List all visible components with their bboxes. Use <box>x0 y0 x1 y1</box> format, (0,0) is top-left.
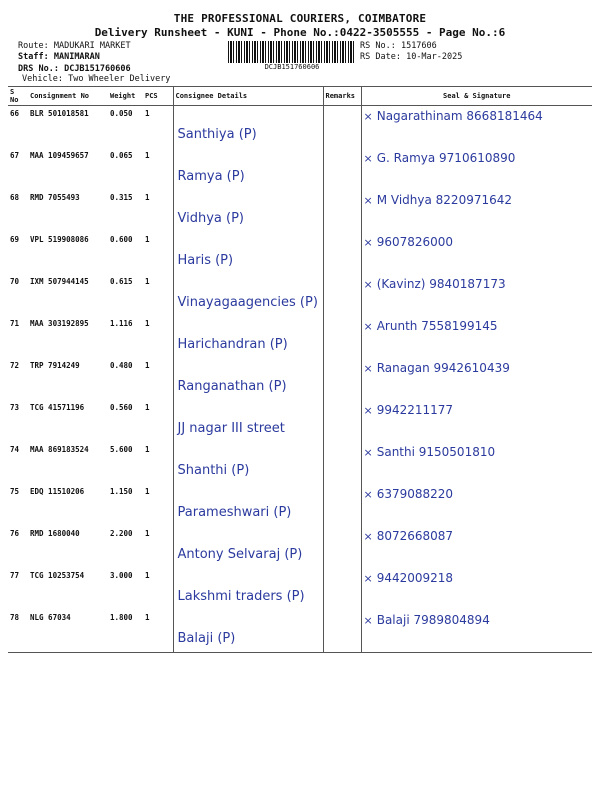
row-sno: 76 <box>10 529 20 538</box>
staff-value: MANIMARAN <box>53 52 100 62</box>
row-sno: 75 <box>10 487 20 496</box>
row-weight: 2.200 <box>110 529 133 538</box>
row-sno: 77 <box>10 571 20 580</box>
row-remarks <box>323 190 361 232</box>
row-signature <box>361 400 592 442</box>
runsheet-title: THE PROFESSIONAL COURIERS, COIMBATORE <box>173 12 427 25</box>
row-consignment-no: TCG 41571196 <box>30 403 85 412</box>
row-signature <box>361 190 592 232</box>
row-consignee <box>173 442 323 484</box>
row-remarks <box>323 610 361 653</box>
row-weight: 0.615 <box>110 277 133 286</box>
row-weight: 5.600 <box>110 445 133 454</box>
consignee-handwriting: Shanthi (P) <box>177 463 250 478</box>
consignee-handwriting: Vidhya (P) <box>177 211 244 226</box>
table-row <box>8 148 592 190</box>
row-consignee <box>173 610 323 653</box>
col-header-sno: S No <box>8 87 28 106</box>
barcode-number: DCJB151760606 <box>264 63 320 71</box>
consignee-handwriting: Ranganathan (P) <box>177 379 287 394</box>
consignee-handwriting: Lakshmi traders (P) <box>177 589 305 604</box>
row-consignment-no: TCG 10253754 <box>30 571 85 580</box>
row-weight: 0.480 <box>110 361 133 370</box>
row-remarks <box>323 106 361 149</box>
col-header-consignment: Consignment No <box>28 87 108 106</box>
drs-barcode <box>228 41 356 63</box>
row-signature <box>361 106 592 149</box>
row-remarks <box>323 316 361 358</box>
row-signature <box>361 526 592 568</box>
table-row <box>8 232 592 274</box>
row-consignment-no: RMD 1680040 <box>30 529 80 538</box>
row-consignment-no: EDQ 11510206 <box>30 487 85 496</box>
route-label: Route: <box>18 41 49 51</box>
col-header-signature: Seal & Signature <box>361 87 592 106</box>
signature-handwriting: × 9442009218 <box>363 571 454 585</box>
consignee-handwriting: Balaji (P) <box>177 631 236 646</box>
col-header-pcs: PCS <box>143 87 173 106</box>
consignee-handwriting: Santhiya (P) <box>177 127 257 142</box>
row-consignment-no: VPL 519908086 <box>30 235 89 244</box>
staff-label: Staff: <box>18 52 49 62</box>
row-consignee <box>173 190 323 232</box>
table-row <box>8 358 592 400</box>
row-pcs: 1 <box>143 358 173 400</box>
rs-date-line <box>360 51 462 63</box>
consignee-handwriting: JJ nagar III street <box>177 421 285 436</box>
row-remarks <box>323 358 361 400</box>
table-row <box>8 526 592 568</box>
row-consignee <box>173 358 323 400</box>
table-row <box>8 190 592 232</box>
signature-handwriting: × 9607826000 <box>363 235 454 249</box>
consignee-handwriting: Parameshwari (P) <box>177 505 292 520</box>
signature-handwriting: × G. Ramya 9710610890 <box>363 151 516 165</box>
row-signature <box>361 148 592 190</box>
table-row <box>8 442 592 484</box>
table-row <box>8 106 592 149</box>
row-pcs: 1 <box>143 106 173 149</box>
signature-handwriting: × Nagarathinam 8668181464 <box>363 109 543 123</box>
table-row <box>8 610 592 653</box>
consignee-handwriting: Haris (P) <box>177 253 234 268</box>
row-pcs: 1 <box>143 526 173 568</box>
row-sno: 73 <box>10 403 20 412</box>
row-weight: 1.116 <box>110 319 133 328</box>
row-consignment-no: MAA 303192895 <box>30 319 89 328</box>
row-signature <box>361 316 592 358</box>
row-consignee <box>173 526 323 568</box>
table-row <box>8 316 592 358</box>
runsheet-subtitle: Delivery Runsheet - KUNI - Phone No.:0422-3505555 - Page No.:6 <box>94 26 506 39</box>
row-weight: 0.065 <box>110 151 133 160</box>
drs-value: DCJB151760606 <box>64 64 131 74</box>
row-pcs: 1 <box>143 568 173 610</box>
row-consignee <box>173 400 323 442</box>
row-sno: 67 <box>10 151 20 160</box>
row-sno: 69 <box>10 235 20 244</box>
row-weight: 3.000 <box>110 571 133 580</box>
row-pcs: 1 <box>143 316 173 358</box>
row-pcs: 1 <box>143 484 173 526</box>
row-weight: 1.800 <box>108 610 143 653</box>
rs-date-value: 10-Mar-2025 <box>406 52 463 62</box>
row-signature <box>361 442 592 484</box>
row-sno: 78 <box>8 610 28 653</box>
row-consignment-no: TRP 7914249 <box>30 361 80 370</box>
signature-handwriting: × Arunth 7558199145 <box>363 319 498 333</box>
row-signature <box>361 568 592 610</box>
row-consignee <box>173 568 323 610</box>
row-weight: 0.600 <box>110 235 133 244</box>
drs-label: DRS No.: <box>18 64 59 74</box>
route-value: MADUKARI MARKET <box>53 41 131 51</box>
row-consignee <box>173 148 323 190</box>
row-pcs: 1 <box>143 232 173 274</box>
table-row <box>8 568 592 610</box>
rs-date-label: RS Date: <box>360 52 401 62</box>
row-remarks <box>323 148 361 190</box>
row-weight: 0.315 <box>110 193 133 202</box>
consignee-handwriting: Harichandran (P) <box>177 337 288 352</box>
row-remarks <box>323 526 361 568</box>
row-signature <box>361 232 592 274</box>
rs-no-label: RS No.: <box>360 41 396 51</box>
table-row <box>8 484 592 526</box>
row-consignee <box>173 316 323 358</box>
row-signature <box>361 358 592 400</box>
row-signature <box>361 274 592 316</box>
row-sno: 68 <box>10 193 20 202</box>
row-consignee <box>173 484 323 526</box>
signature-handwriting: × M Vidhya 8220971642 <box>363 193 513 207</box>
row-consignment-no: NLG 67034 <box>28 610 108 653</box>
consignee-handwriting: Antony Selvaraj (P) <box>177 547 303 562</box>
col-header-remarks: Remarks <box>323 87 361 106</box>
row-consignee <box>173 232 323 274</box>
row-pcs: 1 <box>143 148 173 190</box>
staff-line <box>18 51 100 63</box>
signature-handwriting: × 8072668087 <box>363 529 454 543</box>
runsheet-table <box>8 86 592 653</box>
row-consignment-no: BLR 501018581 <box>30 109 89 118</box>
row-pcs: 1 <box>143 190 173 232</box>
row-consignment-no: MAA 109459657 <box>30 151 89 160</box>
row-pcs: 1 <box>143 400 173 442</box>
rs-no-value: 1517606 <box>400 41 437 51</box>
row-remarks <box>323 232 361 274</box>
vehicle-line <box>22 73 170 85</box>
row-consignee <box>173 106 323 149</box>
row-remarks <box>323 400 361 442</box>
signature-handwriting: × (Kavinz) 9840187173 <box>363 277 506 291</box>
row-sno: 74 <box>10 445 20 454</box>
col-header-weight: Weight <box>108 87 143 106</box>
table-row <box>8 274 592 316</box>
signature-handwriting: × Balaji 7989804894 <box>363 613 490 627</box>
table-header-row <box>8 87 592 106</box>
consignee-handwriting: Ramya (P) <box>177 169 245 184</box>
vehicle-label: Vehicle: <box>22 74 63 84</box>
row-remarks <box>323 442 361 484</box>
row-consignment-no: MAA 869183524 <box>30 445 89 454</box>
row-weight: 0.050 <box>110 109 133 118</box>
row-remarks <box>323 274 361 316</box>
table-row <box>8 400 592 442</box>
row-consignee <box>173 274 323 316</box>
row-weight: 1.150 <box>110 487 133 496</box>
row-remarks <box>323 568 361 610</box>
row-weight: 0.560 <box>110 403 133 412</box>
row-consignment-no: RMD 7055493 <box>30 193 80 202</box>
signature-handwriting: × Ranagan 9942610439 <box>363 361 510 375</box>
row-pcs: 1 <box>143 442 173 484</box>
vehicle-value: Two Wheeler Delivery <box>68 74 171 84</box>
row-signature <box>361 484 592 526</box>
row-remarks <box>323 484 361 526</box>
row-sno: 71 <box>10 319 20 328</box>
signature-handwriting: × 6379088220 <box>363 487 454 501</box>
row-consignment-no: IXM 507944145 <box>30 277 89 286</box>
row-sno: 66 <box>10 109 20 118</box>
row-pcs: 1 <box>143 274 173 316</box>
consignee-handwriting: Vinayagaagencies (P) <box>177 295 318 310</box>
col-header-consignee: Consignee Details <box>173 87 323 106</box>
signature-handwriting: × Santhi 9150501810 <box>363 445 496 459</box>
row-pcs: 1 <box>143 610 173 653</box>
row-signature <box>361 610 592 653</box>
row-sno: 70 <box>10 277 20 286</box>
row-sno: 72 <box>10 361 20 370</box>
signature-handwriting: × 9942211177 <box>363 403 454 417</box>
